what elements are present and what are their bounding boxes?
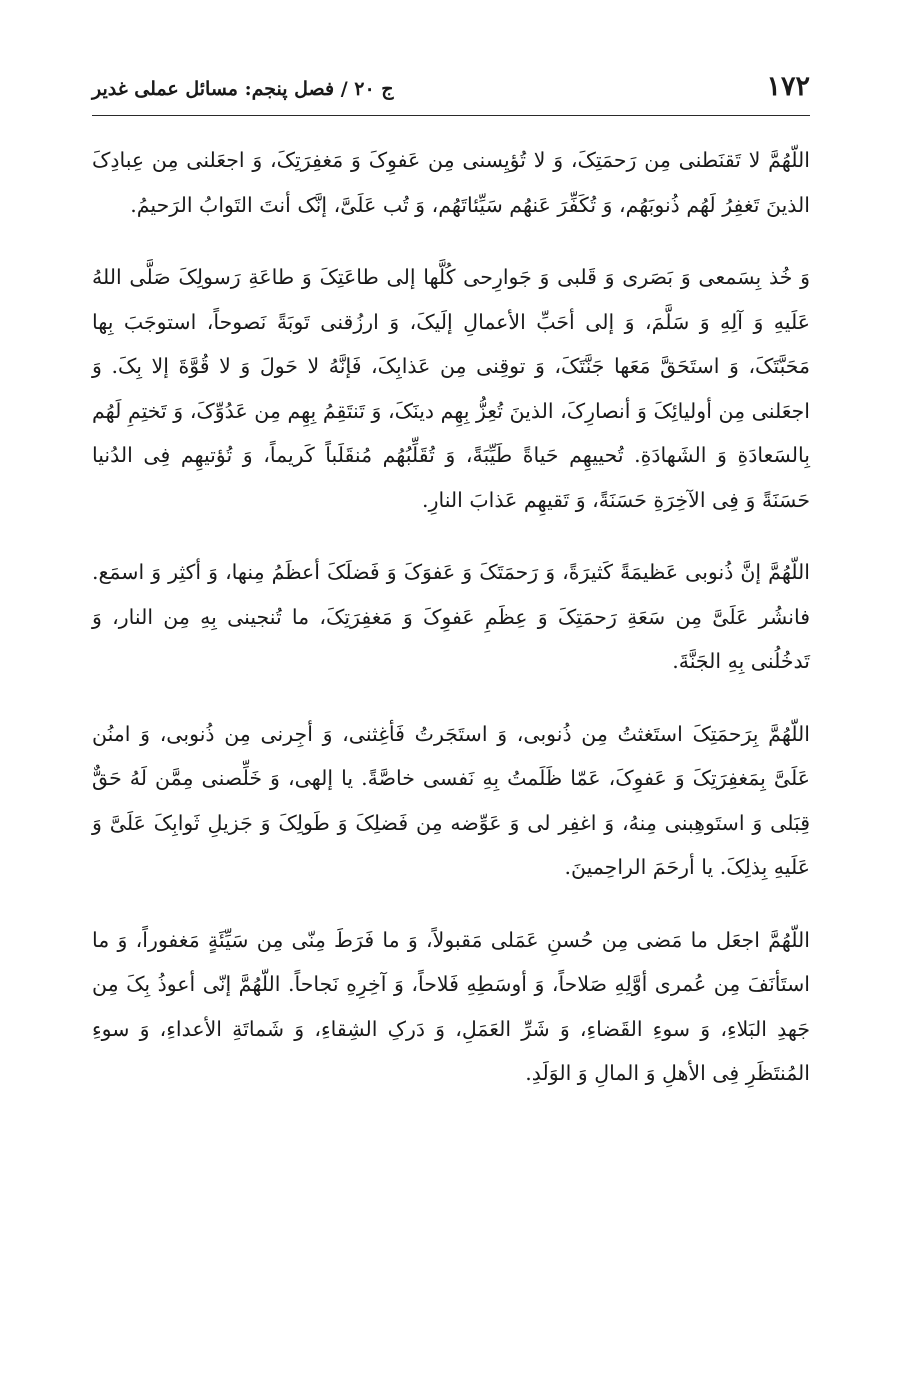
- paragraph-4: اللّهُمَّ بِرَحمَتِکَ استَغثتُ مِن ذُنوبی، وَ استَجَرتُ فَأغِثنی، وَ أجِرنی مِن ذُنوبی، وَ امنُن عَلَیَّ بِمَغفِرَتِکَ وَ عَفوِکَ، عَمّا ظَلَمتُ بِهِ نَفسی خاصَّةً. یا إلهی، وَ خَلِّصنی مِمَّن لَهُ حَقٌّ قِبَلی وَ استَوهِبنی مِنهُ، وَ اغفِر لی وَ عَوِّضه مِن فَضلِکَ وَ طَولِکَ وَ جَزیلِ ثَوابِکَ عَلَیَّ وَ عَلَیهِ بِذلِکَ. یا أرحَمَ الراحِمینَ.: [92, 721, 810, 879]
- paragraph-5: اللّهُمَّ اجعَل ما مَضی مِن حُسنِ عَمَلی مَقبولاً، وَ ما فَرَطَ مِنّی مِن سَیِّئَةٍ مَغفوراً، وَ ما استَأنَفَ مِن عُمری أوَّلِهِ صَلاحاً، وَ أوسَطِهِ فَلاحاً، وَ آخِرِهِ نَجاحاً. اللّهُمَّ إنّی أعوذُ بِکَ مِن جَهدِ البَلاءِ، وَ سوءِ القَضاءِ، وَ شَرِّ العَمَلِ، وَ دَرکِ الشِقاءِ، وَ شَماتَةِ الأعداءِ، وَ سوءِ المُنتَظَرِ فِی الأهلِ وَ المالِ وَ الوَلَدِ.: [92, 927, 810, 1085]
- paragraph-1: اللّهُمَّ لا تَقنَطنی مِن رَحمَتِکَ، وَ لا تُؤیِسنی مِن عَفوِکَ وَ مَغفِرَتِکَ، وَ اجعَلنی مِن عِبادِکَ الذینَ تَغفِرُ لَهُم ذُنوبَهُم، وَ تُکَفِّرَ عَنهُم سَیِّئاتَهُم، وَ تُب عَلَیَّ، إنَّک أنتَ التَوابُ الرَحیمُ.: [92, 148, 810, 217]
- page-number: ۱۷۲: [766, 71, 810, 102]
- running-header: [92, 66, 810, 116]
- header-rule: [92, 115, 810, 116]
- paragraph-2: وَ خُذ بِسَمعی وَ بَصَری وَ قَلبی وَ جَوارِحی کُلَّها إلی طاعَتِکَ وَ طاعَةِ رَسولِکَ صَلَّی اللهُ عَلَیهِ وَ آلِهِ وَ سَلَّمَ، وَ إلی أحَبِّ الأعمالِ إلَیکَ، وَ ارزُقنی تَوبَةً نَصوحاً، استوجَبَ بِها مَحَبَّتَکَ، وَ استَحَقَّ مَعَها جَنَّتَکَ، وَ توقِنی مِن عَذابِکَ، فَإنَّهُ لا حَولَ وَ لا قُوَّةَ إلا بِکَ. وَ اجعَلنی مِن أولیائِکَ وَ أنصارِکَ، الذینَ تُعِزُّ بِهِم دینَکَ، وَ تَنتَقِمُ بِهِم مِن عَدُوِّکَ، وَ تَختِمِ لَهُم بِالسَعادَةِ وَ الشَهادَةِ. تُحییهِم حَیاةً طَیِّبَةً، وَ تُقَلِّبُهُم مُنقَلَباً کَریماً، وَ تُؤتیهِم فِی الدُنیا حَسَنَةً وَ فِی الآخِرَةِ حَسَنَةً، وَ تَقیهِم عَذابَ النارِ.: [92, 265, 810, 512]
- page-body: [92, 138, 810, 1124]
- running-title: ج ۲۰ / فصل پنجم: مسائل عملی غدیر: [92, 78, 394, 100]
- paragraph-3: اللّهُمَّ إنَّ ذُنوبی عَظیمَةً کَثیرَةً، وَ رَحمَتَکَ وَ عَفوَکَ وَ فَضلَکَ أعظَمُ مِنها، وَ أکثِر وَ اسمَع. فانشُر عَلَیَّ مِن سَعَةِ رَحمَتِکَ وَ عِظَمِ عَفوِکَ وَ مَغفِرَتِکَ، ما تُنجینی بِهِ مِن النار، وَ تَدخُلُنی بِهِ الجَنَّةَ.: [92, 560, 810, 673]
